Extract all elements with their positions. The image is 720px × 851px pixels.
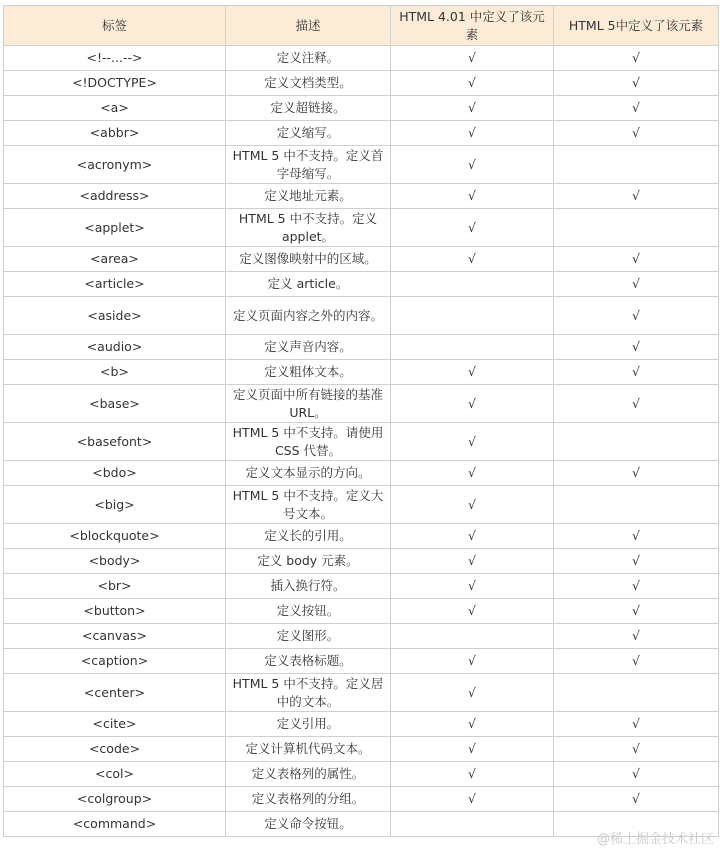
table-row [4,712,719,737]
html5-check: √ [554,624,719,649]
html5-check: √ [554,524,719,549]
header-desc: 描述 [226,6,391,46]
html4-check: √ [391,96,554,121]
tag-cell: <acronym> [4,146,226,184]
html4-check: √ [391,46,554,71]
tag-cell: <code> [4,737,226,762]
tag-cell: <body> [4,549,226,574]
html4-check: √ [391,360,554,385]
desc-cell: 定义页面中所有链接的基准 URL。 [226,385,391,423]
tag-cell: <applet> [4,209,226,247]
table-row [4,209,719,247]
html5-check [554,209,719,247]
html4-check [391,335,554,360]
table-row [4,335,719,360]
html5-check [554,423,719,461]
desc-cell: HTML 5 中不支持。定义居中的文本。 [226,674,391,712]
html4-check: √ [391,674,554,712]
html4-check [391,624,554,649]
tag-cell: <a> [4,96,226,121]
html5-check [554,486,719,524]
html4-check: √ [391,146,554,184]
table-row [4,624,719,649]
table-row [4,247,719,272]
html5-check: √ [554,461,719,486]
tag-cell: <col> [4,762,226,787]
table-row [4,46,719,71]
desc-cell: 定义长的引用。 [226,524,391,549]
tag-cell: <br> [4,574,226,599]
desc-cell: 定义图像映射中的区域。 [226,247,391,272]
tag-cell: <cite> [4,712,226,737]
html4-check: √ [391,574,554,599]
html5-check: √ [554,762,719,787]
html5-check: √ [554,297,719,335]
html4-check: √ [391,762,554,787]
html4-check: √ [391,209,554,247]
tag-cell: <!--...--> [4,46,226,71]
html4-check: √ [391,649,554,674]
table-row [4,762,719,787]
table-row [4,272,719,297]
table-row [4,71,719,96]
desc-cell: 定义计算机代码文本。 [226,737,391,762]
table-row [4,96,719,121]
desc-cell: 定义图形。 [226,624,391,649]
tag-cell: <abbr> [4,121,226,146]
table-row [4,360,719,385]
tag-cell: <button> [4,599,226,624]
table-row [4,385,719,423]
html-tags-table [3,5,719,837]
tag-cell: <center> [4,674,226,712]
desc-cell: 定义文档类型。 [226,71,391,96]
table-row [4,599,719,624]
html4-check: √ [391,247,554,272]
desc-cell: 定义地址元素。 [226,184,391,209]
table-row [4,121,719,146]
html5-check: √ [554,549,719,574]
desc-cell: HTML 5 中不支持。定义 applet。 [226,209,391,247]
html5-check [554,674,719,712]
html5-check: √ [554,360,719,385]
html5-check [554,146,719,184]
desc-cell: 定义表格列的分组。 [226,787,391,812]
desc-cell: 定义页面内容之外的内容。 [226,297,391,335]
desc-cell: HTML 5 中不支持。定义首字母缩写。 [226,146,391,184]
tag-cell: <article> [4,272,226,297]
html5-check: √ [554,247,719,272]
tag-cell: <colgroup> [4,787,226,812]
desc-cell: 定义表格列的属性。 [226,762,391,787]
tag-cell: <basefont> [4,423,226,461]
watermark: @稀土掘金技术社区 [596,832,714,847]
desc-cell: HTML 5 中不支持。请使用 CSS 代替。 [226,423,391,461]
html4-check: √ [391,787,554,812]
html5-check: √ [554,272,719,297]
table-row [4,737,719,762]
desc-cell: 定义表格标题。 [226,649,391,674]
desc-cell: 定义声音内容。 [226,335,391,360]
table-row [4,146,719,184]
tag-cell: <canvas> [4,624,226,649]
html5-check: √ [554,385,719,423]
table-row [4,549,719,574]
desc-cell: 定义 body 元素。 [226,549,391,574]
html5-check: √ [554,46,719,71]
html5-check: √ [554,71,719,96]
table-row [4,297,719,335]
html4-check: √ [391,461,554,486]
html5-check: √ [554,184,719,209]
table-row [4,486,719,524]
html5-check: √ [554,96,719,121]
tag-cell: <area> [4,247,226,272]
header-html4: HTML 4.01 中定义了该元素 [391,6,554,46]
html5-check: √ [554,737,719,762]
html4-check: √ [391,184,554,209]
html4-check: √ [391,599,554,624]
header-row [4,6,719,46]
html5-check: √ [554,121,719,146]
table-row [4,184,719,209]
html5-check: √ [554,599,719,624]
desc-cell: 定义 article。 [226,272,391,297]
tag-cell: <bdo> [4,461,226,486]
html4-check: √ [391,486,554,524]
tag-cell: <audio> [4,335,226,360]
tag-cell: <base> [4,385,226,423]
table-row [4,423,719,461]
table-row [4,524,719,549]
html4-check: √ [391,712,554,737]
tag-cell: <big> [4,486,226,524]
tag-cell: <!DOCTYPE> [4,71,226,96]
desc-cell: 定义粗体文本。 [226,360,391,385]
html4-check [391,272,554,297]
html4-check [391,297,554,335]
tag-cell: <caption> [4,649,226,674]
header-html5: HTML 5中定义了该元素 [554,6,719,46]
html4-check: √ [391,549,554,574]
html4-check: √ [391,385,554,423]
html4-check [391,812,554,837]
table-row [4,674,719,712]
html5-check: √ [554,574,719,599]
table-row [4,787,719,812]
tag-cell: <blockquote> [4,524,226,549]
html4-check: √ [391,423,554,461]
html4-check: √ [391,737,554,762]
table-row [4,461,719,486]
desc-cell: 插入换行符。 [226,574,391,599]
tag-cell: <b> [4,360,226,385]
html5-check: √ [554,335,719,360]
header-tag: 标签 [4,6,226,46]
desc-cell: 定义文本显示的方向。 [226,461,391,486]
desc-cell: 定义注释。 [226,46,391,71]
html4-check: √ [391,524,554,549]
table-row [4,649,719,674]
html5-check: √ [554,649,719,674]
desc-cell: 定义命令按钮。 [226,812,391,837]
desc-cell: 定义按钮。 [226,599,391,624]
html5-check: √ [554,787,719,812]
table-row [4,574,719,599]
desc-cell: 定义超链接。 [226,96,391,121]
tag-cell: <command> [4,812,226,837]
desc-cell: 定义缩写。 [226,121,391,146]
desc-cell: HTML 5 中不支持。定义大号文本。 [226,486,391,524]
desc-cell: 定义引用。 [226,712,391,737]
html5-check: √ [554,712,719,737]
tag-cell: <aside> [4,297,226,335]
tag-cell: <address> [4,184,226,209]
html4-check: √ [391,121,554,146]
html4-check: √ [391,71,554,96]
